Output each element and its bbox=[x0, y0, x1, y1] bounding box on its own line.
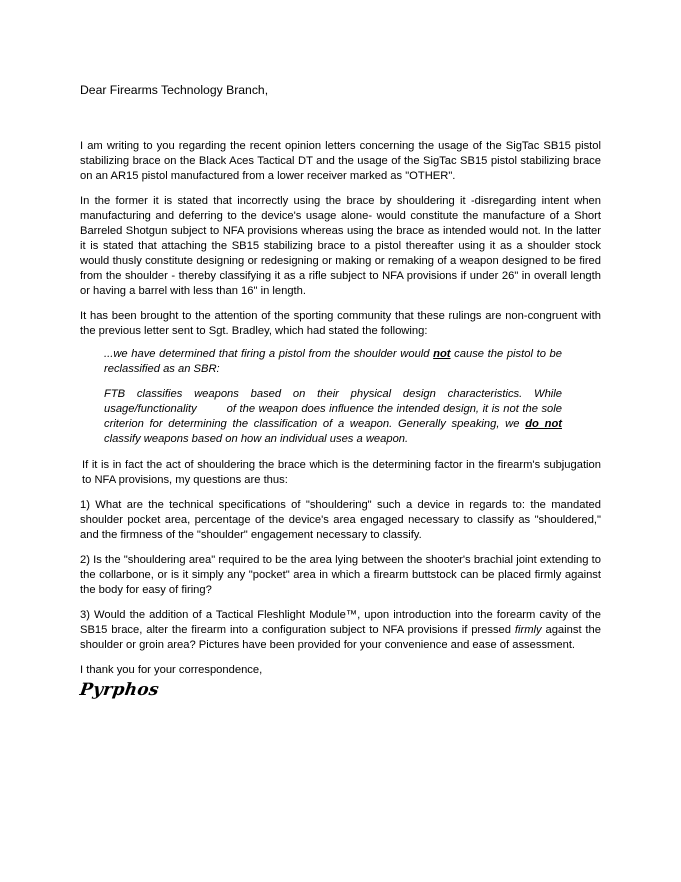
quote2-part-a: FTB classifies weapons based on their physical design characteristics. While usage/functionality bbox=[104, 388, 562, 415]
quote-firing-from-shoulder bbox=[104, 347, 562, 377]
signature-block bbox=[80, 678, 601, 700]
question-2: 2) Is the "shouldering area" required to be the area lying between the shooter's brachial joint extending to the collarbone, or is it simply any "pocket" area in which a firearm buttstock can be placed firmly against the body for easy of firing? bbox=[80, 554, 601, 596]
paragraph-community-notice: It has been brought to the attention of the sporting community that these rulings are non-congruent with the previous letter sent to Sgt. Bradley, which had stated the following: bbox=[80, 310, 601, 337]
paragraph-former-latter: In the former it is stated that incorrectly using the brace by shouldering it -disregarding intent when manufacturing and deferring to the device's usage alone- would constitute the manufacture of a Short Barreled Shotgun subject to NFA provisions whereas using the brace as intended would not. In the latter it is stated that attaching the SB15 stabilizing brace to a pistol thereafter using it as a shoulder stock would thusly constitute designing or redesigning or making or remaking of a weapon designed to be fired from the shoulder - thereby classifying it as a rifle subject to NFA provisions if under 26" in overall length or having a barrel with less than 16" in length. bbox=[80, 195, 601, 297]
quote2-after: classify weapons based on how an individual uses a weapon. bbox=[104, 433, 409, 445]
closing-line: I thank you for your correspondence, bbox=[80, 664, 263, 676]
question-3 bbox=[80, 608, 601, 653]
quote-design-characteristics bbox=[104, 387, 562, 447]
quote1-after: cause the pistol to be reclassified as an SBR: bbox=[104, 348, 562, 375]
paragraph-shouldering-factor: If it is in fact the act of shouldering the brace which is the determining factor in the firearm's subjugation to NFA provisions, my questions are thus: bbox=[82, 459, 601, 486]
question-1: 1) What are the technical specifications of "shouldering" such a device in regards to: the mandated shoulder pocket area, percentage of the device's area engaged necessary to classify as "shouldered," and the firmness of the "shoulder" engagement necessary to classify. bbox=[80, 499, 601, 541]
paragraph-intro: I am writing to you regarding the recent opinion letters concerning the usage of the SigTac SB15 pistol stabilizing brace on the Black Aces Tactical DT and the usage of the SigTac SB15 pistol stabilizing brace on an AR15 pistol manufactured from a lower receiver marked as "OTHER". bbox=[80, 140, 601, 182]
question-3-before: 3) Would the addition of a Tactical Fleshlight Module™, upon introduction into the forearm cavity of the SB15 brace, alter the firearm into a configuration subject to NFA provisions if pressed bbox=[80, 609, 601, 636]
quote2-emphasis: do not bbox=[525, 418, 563, 430]
question-3-emphasis: firmly bbox=[514, 624, 542, 636]
quote1-emphasis: not bbox=[433, 348, 451, 360]
quote2-part-b: of the weapon does influence the intended design, it is not the sole criterion for determining the classification of a weapon. Generally speaking, we bbox=[104, 403, 562, 430]
salutation: Dear Firearms Technology Branch, bbox=[80, 83, 269, 97]
letter-page bbox=[80, 0, 601, 882]
bradley-letter-quote bbox=[104, 347, 562, 447]
signature: Pyrphos bbox=[78, 680, 161, 700]
letter-body bbox=[80, 139, 601, 700]
quote1-before: ...we have determined that firing a pistol from the shoulder would bbox=[104, 348, 434, 360]
question-3-after: against the shoulder or groin area? Pictures have been provided for your convenience and ease of assessment. bbox=[80, 624, 601, 651]
